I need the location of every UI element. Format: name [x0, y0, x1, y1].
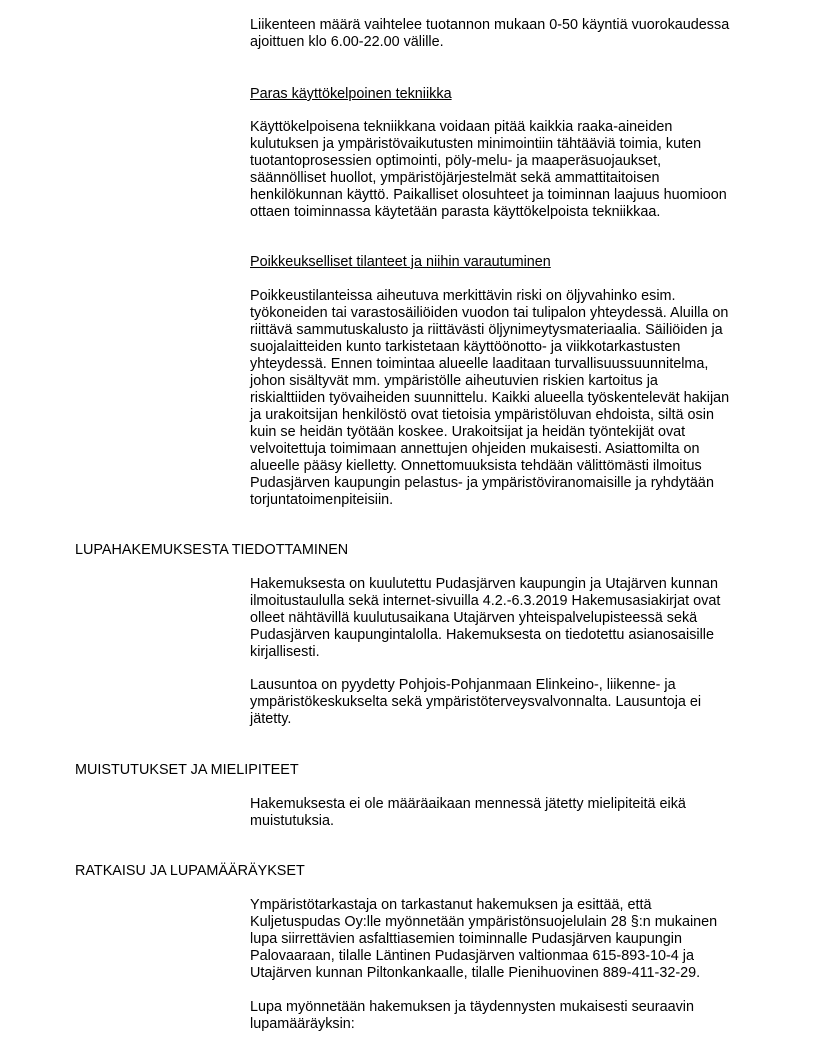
- text-line: Hakemuksesta on kuulutettu Pudasjärven kaupungin ja Utajärven kunnan: [250, 576, 718, 592]
- text-line: Pudasjärven kaupungintalolla. Hakemuksesta on tiedotettu asianosaisille: [250, 627, 714, 643]
- text-line: riittävä sammutuskalusto ja riittävästi öljynimeytysmateriaalia. Säiliöiden ja: [250, 322, 723, 338]
- text-line: suojalaitteiden kunto tarkistetaan käyttöönotto- ja viikkotarkastusten: [250, 339, 681, 355]
- notification-paragraph-1: [250, 576, 720, 661]
- text-line: kulutuksen ja ympäristövaikutusten minimointiin tähtääviä toimia, kuten: [250, 136, 702, 152]
- text-line: riskialttiiden työvaiheiden suunnittelu. Kaikki alueella työskentelevät hakijan: [250, 390, 730, 406]
- text-line: henkilökunnan käyttö. Paikalliset olosuhteet ja toiminnan laajuus huomioon: [250, 187, 727, 203]
- text-line: velvoitettuja toimimaan annettujen ohjeiden mukaisesti. Asiattomilta on: [250, 441, 700, 457]
- text-line: Utajärven kunnan Piltonkankaalle, tilalle Pienihuovinen 889-411-32-29.: [250, 965, 701, 981]
- text-line: Hakemuksesta ei ole määräaikaan mennessä jätetty mielipiteitä eikä: [250, 796, 686, 812]
- decision-heading: RATKAISU JA LUPAMÄÄRÄYKSET: [75, 863, 305, 879]
- text-line: torjuntatoimenpiteisiin.: [250, 492, 394, 508]
- traffic-paragraph: [250, 17, 729, 51]
- text-line: kuin se heidän työtään koskee. Urakoitsijat ja heidän työntekijät ovat: [250, 424, 686, 440]
- text-line: Kuljetuspudas Oy:lle myönnetään ympäristönsuojelulain 28 §:n mukainen: [250, 914, 718, 930]
- text-line: Pudasjärven kaupungin pelastus- ja ympäristöviranomaisille ja ryhdytään: [250, 475, 714, 491]
- text-line: Poikkeustilanteissa aiheutuva merkittävin riski on öljyvahinko esim.: [250, 288, 676, 304]
- text-line: Liikenteen määrä vaihtelee tuotannon mukaan 0-50 käyntiä vuorokaudessa: [250, 17, 730, 33]
- bat-paragraph: [250, 119, 727, 221]
- text-line: ja urakoitsijan henkilöstö ovat tietoisia ympäristöluvan ehdoista, siltä osin: [250, 407, 714, 423]
- text-line: lupamääräyksin:: [250, 1016, 355, 1032]
- text-line: johon sisältyvät mm. ympäristölle aiheutuvien riskien kartoitus ja: [250, 373, 658, 389]
- text-line: alueelle pääsy kielletty. Onnettomuuksista tehdään välittömästi ilmoitus: [250, 458, 702, 474]
- text-line: yhteydessä. Ennen toimintaa alueelle laaditaan turvallisuussuunnitelma,: [250, 356, 709, 372]
- text-line: Lupa myönnetään hakemuksen ja täydennysten mukaisesti seuraavin: [250, 999, 694, 1015]
- text-line: Käyttökelpoisena tekniikkana voidaan pitää kaikkia raaka-aineiden: [250, 119, 673, 135]
- text-line: ympäristökeskukselta sekä ympäristöterveysvalvonnalta. Lausuntoja ei: [250, 694, 702, 710]
- text-line: muistutuksia.: [250, 813, 334, 829]
- text-line: Palovaaraan, tilalle Läntinen Pudasjärven valtionmaa 615-893-10-4 ja: [250, 948, 695, 964]
- text-line: olleet nähtävillä kuulutusaikana Utajärven yhteispalvelupisteessä sekä: [250, 610, 698, 626]
- text-line: ilmoitustaululla sekä internet-sivuilla 4.2.-6.3.2019 Hakemusasiakirjat ovat: [250, 593, 721, 609]
- decision-paragraph-2: [250, 999, 694, 1033]
- text-line: tuotantoprosessien optimointi, pöly-melu- ja maaperäsuojaukset,: [250, 153, 662, 169]
- text-line: ottaen toiminnassa käytetään parasta käyttökelpoista tekniikkaa.: [250, 204, 661, 220]
- notification-paragraph-2: [250, 677, 701, 728]
- objections-paragraph: [250, 796, 686, 830]
- text-line: Lausuntoa on pyydetty Pohjois-Pohjanmaan Elinkeino-, liikenne- ja: [250, 677, 676, 693]
- text-line: säännölliset huollot, ympäristöjärjestelmät sekä ammattitaitoisen: [250, 170, 660, 186]
- decision-paragraph-1: [250, 897, 717, 982]
- notification-heading: LUPAHAKEMUKSESTA TIEDOTTAMINEN: [75, 542, 349, 558]
- exceptional-paragraph: [250, 288, 729, 509]
- bat-heading: Paras käyttökelpoinen tekniikka: [250, 86, 452, 102]
- exceptional-heading: Poikkeukselliset tilanteet ja niihin varautuminen: [250, 254, 551, 270]
- text-line: Ympäristötarkastaja on tarkastanut hakemuksen ja esittää, että: [250, 897, 652, 913]
- text-line: ajoittuen klo 6.00-22.00 välille.: [250, 34, 444, 50]
- text-line: työkoneiden tai varastosäiliöiden vuodon tai tulipalon yhteydessä. Aluilla on: [250, 305, 729, 321]
- text-line: lupa siirrettävien asfalttiasemien toiminnalle Pudasjärven kaupungin: [250, 931, 682, 947]
- text-line: jätetty.: [250, 711, 292, 727]
- text-line: kirjallisesti.: [250, 644, 320, 660]
- objections-heading: MUISTUTUKSET JA MIELIPITEET: [75, 762, 299, 778]
